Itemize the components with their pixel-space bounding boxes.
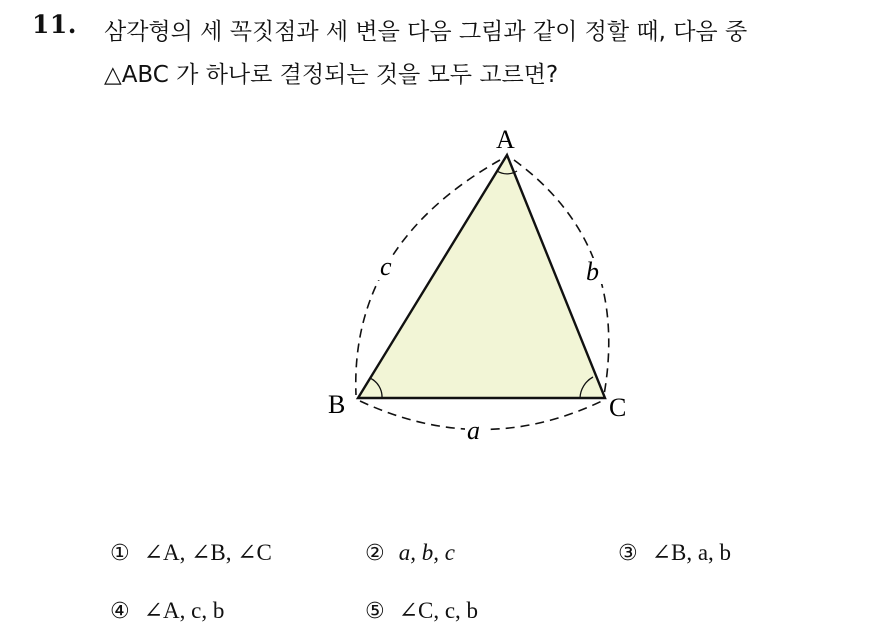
option-5-text: ∠C, c, b <box>398 598 479 623</box>
question-text-line2: △ABC 가 하나로 결정되는 것을 모두 고르면? <box>104 62 559 88</box>
vertex-label-a: A <box>496 125 515 154</box>
option-4-text: ∠A, c, b <box>143 598 225 623</box>
question-number: 11. <box>32 10 77 39</box>
option-1-number: ① <box>110 541 130 566</box>
option-2[interactable] <box>365 540 455 566</box>
question-text-line1: 삼각형의 세 꼭짓점과 세 변을 다음 그림과 같이 정할 때, 다음 중 <box>104 19 748 45</box>
option-1-text: ∠A, ∠B, ∠C <box>143 540 272 565</box>
side-label-c: c <box>380 252 392 281</box>
option-5-number: ⑤ <box>365 599 385 624</box>
side-label-b: b <box>586 257 599 286</box>
side-label-a: a <box>467 416 480 445</box>
option-4-number: ④ <box>110 599 130 624</box>
option-5[interactable] <box>365 598 478 624</box>
option-2-text: a, b, c <box>398 540 455 565</box>
option-3-number: ③ <box>618 541 638 566</box>
option-3[interactable] <box>618 540 731 566</box>
vertex-label-b: B <box>328 390 346 419</box>
option-3-text: ∠B, a, b <box>651 540 732 565</box>
option-1[interactable] <box>110 540 272 566</box>
option-4[interactable] <box>110 598 224 624</box>
vertex-label-c: C <box>609 393 627 422</box>
option-2-number: ② <box>365 541 385 566</box>
